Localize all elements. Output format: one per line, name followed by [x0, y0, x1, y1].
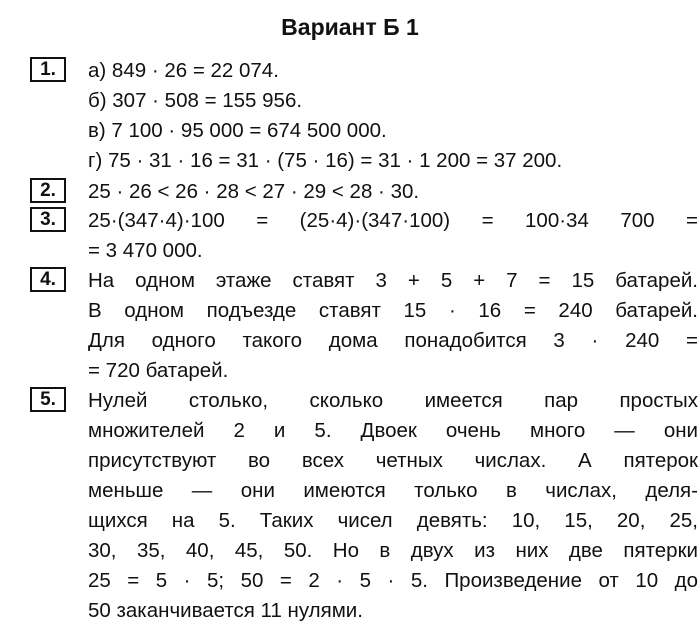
- answer-line: а) 849 · 26 = 22 074.: [88, 59, 279, 82]
- answer-line: 25·(347·4)·100 = (25·4)·(347·100) = 100·34 700 =: [88, 209, 698, 232]
- answer-line: б) 307 · 508 = 155 956.: [88, 89, 303, 112]
- answer-line: меньше — они имеются только в числах, деля-: [88, 479, 698, 502]
- answer-line: 50 заканчивается 11 нулями.: [88, 599, 363, 622]
- problem-number-box: 5.: [30, 387, 66, 412]
- problem-text: [88, 266, 698, 386]
- problem-number-box: 3.: [30, 207, 66, 232]
- problem-text: [88, 177, 698, 207]
- problem-number-box: 4.: [30, 267, 66, 292]
- problem-text: [88, 206, 698, 266]
- problem-text: [88, 56, 698, 176]
- answer-line: в) 7 100 · 95 000 = 674 500 000.: [88, 119, 387, 142]
- answer-line: г) 75 · 31 · 16 = 31 · (75 · 16) = 31 · 1 200 = 37 200.: [88, 149, 563, 172]
- answer-line: 25 · 26 < 26 · 28 < 27 · 29 < 28 · 30.: [88, 180, 420, 203]
- answer-line: 30, 35, 40, 45, 50. Но в двух из них две пятерки: [88, 539, 698, 562]
- problem-number-box: 1.: [30, 57, 66, 82]
- answer-line: множителей 2 и 5. Двоек очень много — они: [88, 419, 698, 442]
- answer-line: = 3 470 000.: [88, 239, 203, 262]
- answer-line: присутствуют во всех четных числах. А пятерок: [88, 449, 698, 472]
- answer-line: 25 = 5 · 5; 50 = 2 · 5 · 5. Произведение от 10 до: [88, 569, 698, 592]
- answer-line: Нулей столько, сколько имеется пар простых: [88, 389, 698, 412]
- answer-line: В одном подъезде ставят 15 · 16 = 240 батарей.: [88, 299, 698, 322]
- page-title: Вариант Б 1: [281, 14, 419, 40]
- answer-line: Для одного такого дома понадобится 3 · 240 =: [88, 329, 698, 352]
- problem-number-box: 2.: [30, 178, 66, 203]
- answer-line: = 720 батарей.: [88, 359, 229, 382]
- problem-text: [88, 386, 698, 626]
- answer-line: На одном этаже ставят 3 + 5 + 7 = 15 батарей.: [88, 269, 698, 292]
- answer-line: щихся на 5. Таких чисел девять: 10, 15, 20, 25,: [88, 509, 698, 532]
